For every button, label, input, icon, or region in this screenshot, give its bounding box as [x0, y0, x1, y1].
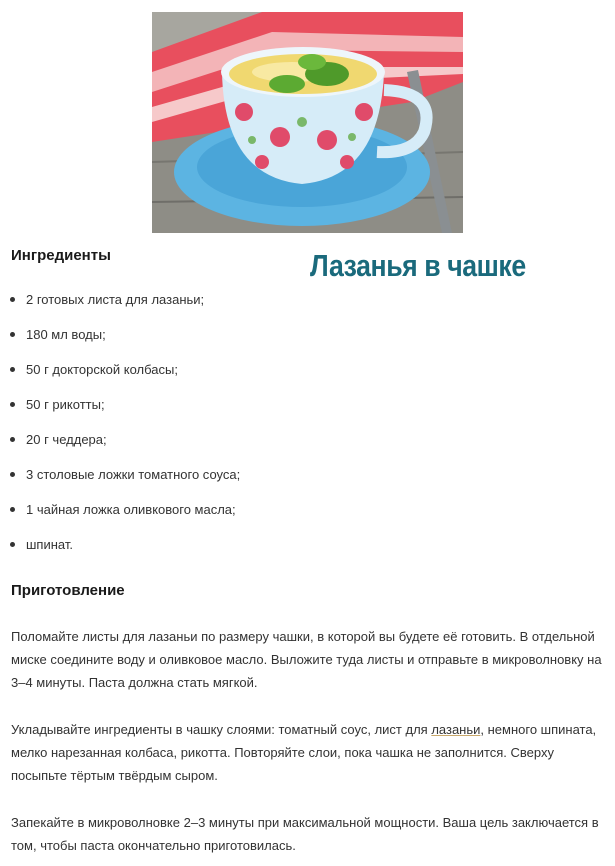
preparation-step-3: Запекайте в микроволновке 2–3 минуты при максимальной мощности. Ваша цель заключается в том, чтобы паста окончательно приготовилась. — [11, 815, 599, 853]
ingredient-text: 180 мл воды; — [26, 327, 106, 342]
list-item — [0, 362, 600, 397]
ingredients-list — [0, 292, 600, 572]
preparation-step-2 — [11, 718, 607, 787]
bullet-icon — [10, 507, 15, 512]
preparation-step-1: Поломайте листы для лазаньи по размеру чашки, в которой вы будете её готовить. В отдельной миске соедините воду и оливковое масло. Выложите туда листы и отправьте в микроволновку на 3–4 минуты. Паста должна стать мягкой. — [11, 629, 602, 690]
bullet-icon — [10, 367, 15, 372]
ingredient-text: 1 чайная ложка оливкового масла; — [26, 502, 236, 517]
list-item — [0, 432, 600, 467]
ingredient-text: 2 готовых листа для лазаньи; — [26, 292, 205, 307]
list-item — [0, 467, 600, 502]
lasagna-link[interactable]: лазаньи — [431, 722, 481, 737]
ingredient-text: 50 г докторской колбасы; — [26, 362, 178, 377]
list-item — [0, 537, 600, 572]
bullet-icon — [10, 297, 15, 302]
bullet-icon — [10, 402, 15, 407]
step-2-text-end: , немного шпината, мелко нарезанная колбаса, рикотта. Повторяйте слои, пока чашка не заполнится. Сверху посыпьте тёртым твёрдым сыром. — [11, 722, 597, 783]
preparation-heading: Приготовление — [11, 582, 125, 599]
ingredients-heading: Ингредиенты — [11, 247, 111, 264]
recipe-title: Лазанья в чашке — [310, 248, 526, 283]
ingredient-text: 20 г чеддера; — [26, 432, 107, 447]
step-2-text-start: Укладывайте ингредиенты в чашку слоями: томатный соус, лист для — [11, 722, 432, 737]
lasagna-cup-illustration — [152, 12, 463, 233]
ingredient-text: шпинат. — [26, 537, 73, 552]
bullet-icon — [10, 542, 15, 547]
bullet-icon — [10, 332, 15, 337]
lasagna-cup-photo — [152, 12, 463, 233]
list-item — [0, 397, 600, 432]
list-item — [0, 502, 600, 537]
list-item — [0, 327, 600, 362]
bullet-icon — [10, 472, 15, 477]
ingredient-text: 50 г рикотты; — [26, 397, 105, 412]
ingredient-text: 3 столовые ложки томатного соуса; — [26, 467, 241, 482]
list-item — [0, 292, 600, 327]
bullet-icon — [10, 437, 15, 442]
